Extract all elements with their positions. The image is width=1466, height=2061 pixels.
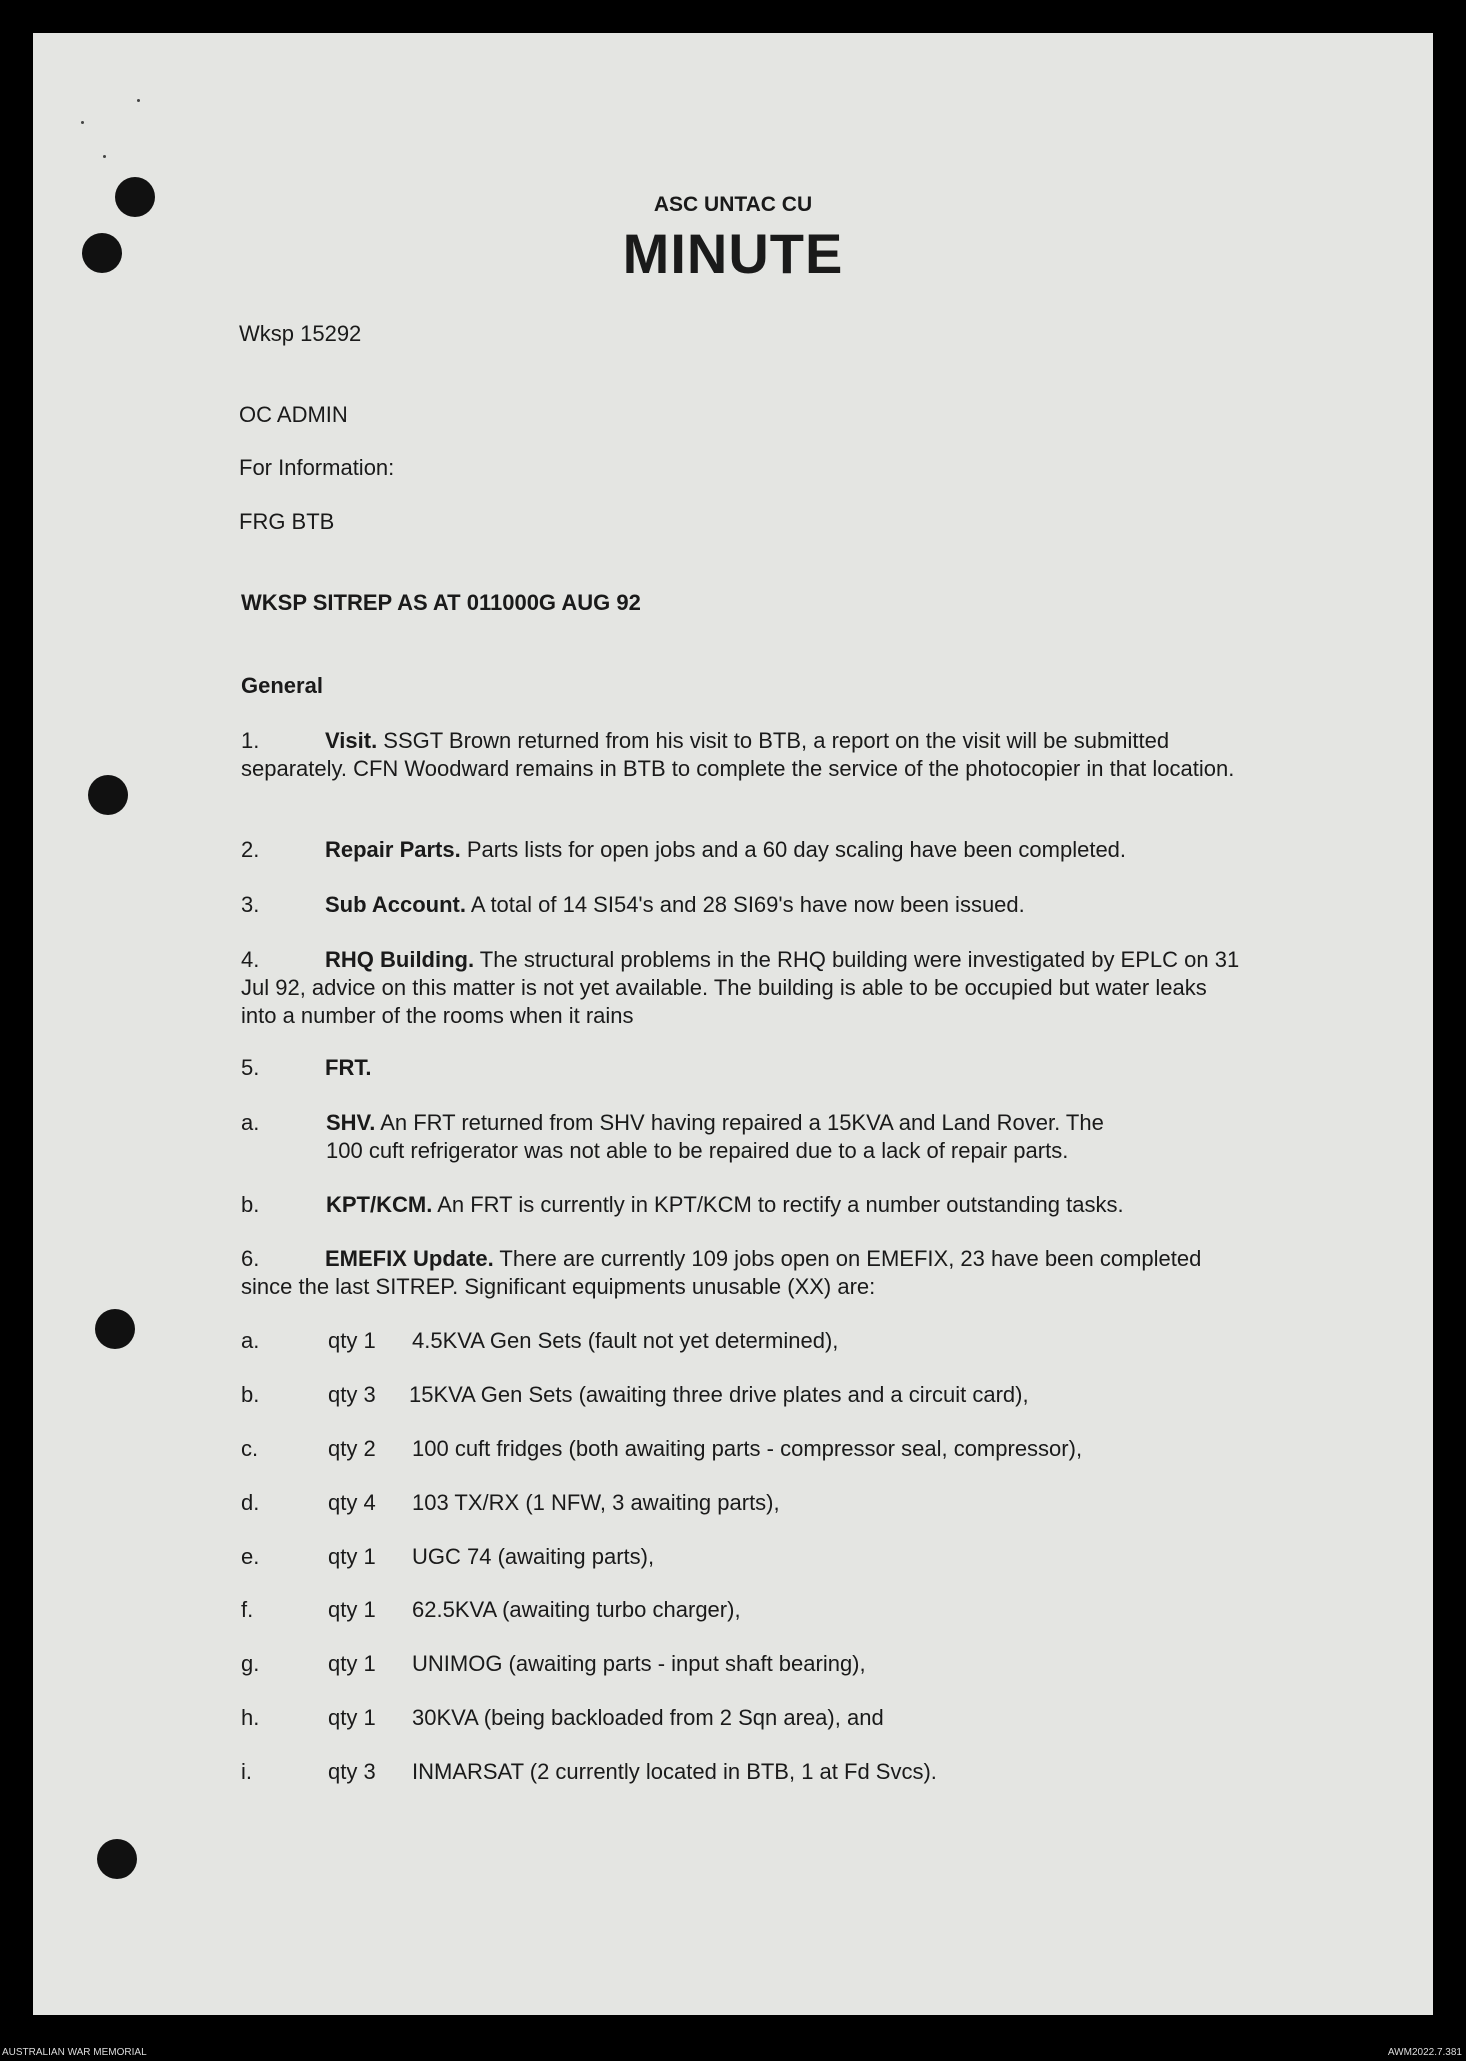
- list-item-desc: 103 TX/RX (1 NFW, 3 awaiting parts),: [412, 1490, 780, 1515]
- list-item-letter: f.: [241, 1597, 254, 1622]
- subparagraph-letter: a.: [241, 1110, 260, 1135]
- list-item-qty: qty 1: [328, 1705, 376, 1730]
- paragraph-heading: FRT.: [325, 1055, 372, 1080]
- paragraph-heading: Visit.: [325, 728, 378, 753]
- info-label: For Information:: [239, 455, 395, 480]
- list-item-qty: qty 3: [328, 1759, 376, 1784]
- list-item-qty: qty 2: [328, 1436, 376, 1461]
- list-item-qty: qty 1: [328, 1597, 376, 1622]
- paragraph-number: 4.: [241, 947, 260, 972]
- punch-hole: [97, 1839, 137, 1879]
- paragraph-text: There are currently 109 jobs open on EMEFIX, 23 have been completed since the last SITREP. Significant equipments unusable (XX) are:: [241, 1246, 1202, 1299]
- paragraph-5: [241, 1054, 1241, 1082]
- paragraph-6: [241, 1245, 1241, 1301]
- org-heading: ASC UNTAC CU: [653, 193, 813, 216]
- subparagraph-5b: [326, 1191, 1124, 1219]
- list-item-qty: qty 1: [328, 1328, 376, 1353]
- subparagraph-5a-line2: 100 cuft refrigerator was not able to be repaired due to a lack of repair parts.: [326, 1138, 1069, 1163]
- list-item-desc: UGC 74 (awaiting parts),: [412, 1544, 655, 1569]
- paragraph-text: SSGT Brown returned from his visit to BTB, a report on the visit will be submitted separately. CFN Woodward remains in BTB to complete the service of the photocopier in that location.: [241, 728, 1235, 781]
- subparagraph-text: An FRT returned from SHV having repaired a 15KVA and Land Rover. The: [375, 1110, 1104, 1135]
- list-item-qty: qty 1: [328, 1544, 376, 1569]
- paragraph-number: 1.: [241, 728, 260, 753]
- punch-hole: [95, 1309, 135, 1349]
- list-item-letter: d.: [241, 1490, 260, 1515]
- footer-archive-name: AUSTRALIAN WAR MEMORIAL: [2, 2047, 147, 2058]
- paragraph-2: [241, 836, 1241, 864]
- paragraph-number: 5.: [241, 1055, 260, 1080]
- punch-hole: [88, 775, 128, 815]
- document-title: MINUTE: [622, 222, 844, 285]
- speck: [103, 155, 106, 158]
- subparagraph-heading: SHV.: [326, 1110, 376, 1135]
- list-item-qty: qty 3: [328, 1382, 376, 1407]
- paragraph-3: [241, 891, 1241, 919]
- paragraph-text: Parts lists for open jobs and a 60 day scaling have been completed.: [460, 837, 1127, 862]
- paragraph-number: 2.: [241, 837, 260, 862]
- memo-reference: Wksp 15292: [239, 321, 362, 346]
- list-item-letter: h.: [241, 1705, 260, 1730]
- paragraph-number: 6.: [241, 1246, 260, 1271]
- memo-to: OC ADMIN: [239, 402, 348, 427]
- info-recipient: FRG BTB: [239, 509, 335, 534]
- list-item-desc: 62.5KVA (awaiting turbo charger),: [412, 1597, 741, 1622]
- subparagraph-5a-line1: [326, 1109, 1104, 1137]
- paragraph-text: A total of 14 SI54's and 28 SI69's have now been issued.: [465, 892, 1025, 917]
- paragraph-heading: Sub Account.: [325, 892, 466, 917]
- list-item-desc: 15KVA Gen Sets (awaiting three drive plates and a circuit card),: [409, 1382, 1029, 1407]
- list-item-letter: a.: [241, 1328, 260, 1353]
- list-item-qty: qty 4: [328, 1490, 376, 1515]
- list-item-desc: UNIMOG (awaiting parts - input shaft bearing),: [412, 1651, 866, 1676]
- list-item-letter: c.: [241, 1436, 259, 1461]
- paragraph-text: The structural problems in the RHQ building were investigated by EPLC on 31 Jul 92, advice on this matter is not yet available. The building is able to be occupied but water leaks into a number of the rooms when it rains: [241, 947, 1240, 1028]
- list-item-desc: 4.5KVA Gen Sets (fault not yet determined),: [412, 1328, 839, 1353]
- paragraph-number: 3.: [241, 892, 260, 917]
- list-item-letter: g.: [241, 1651, 260, 1676]
- paragraph-1: [241, 727, 1241, 783]
- paragraph-4: [241, 946, 1241, 1030]
- subparagraph-text: An FRT is currently in KPT/KCM to rectify a number outstanding tasks.: [432, 1192, 1124, 1217]
- list-item-desc: 30KVA (being backloaded from 2 Sqn area), and: [412, 1705, 884, 1730]
- list-item-desc: INMARSAT (2 currently located in BTB, 1 at Fd Svcs).: [412, 1759, 937, 1784]
- speck: [81, 121, 84, 124]
- list-item-qty: qty 1: [328, 1651, 376, 1676]
- list-item-letter: e.: [241, 1544, 260, 1569]
- document-page: [33, 33, 1433, 2015]
- paragraph-heading: RHQ Building.: [325, 947, 475, 972]
- list-item-letter: b.: [241, 1382, 260, 1407]
- paragraph-heading: EMEFIX Update.: [325, 1246, 494, 1271]
- subparagraph-letter: b.: [241, 1192, 260, 1217]
- footer-archive-ref: AWM2022.7.381: [1387, 2047, 1462, 2058]
- list-item-desc: 100 cuft fridges (both awaiting parts - compressor seal, compressor),: [412, 1436, 1083, 1461]
- memo-subject: WKSP SITREP AS AT 011000G AUG 92: [241, 590, 641, 615]
- list-item-letter: i.: [241, 1759, 252, 1784]
- subparagraph-heading: KPT/KCM.: [326, 1192, 433, 1217]
- paragraph-heading: Repair Parts.: [325, 837, 461, 862]
- speck: [137, 99, 140, 102]
- section-heading: General: [241, 673, 323, 698]
